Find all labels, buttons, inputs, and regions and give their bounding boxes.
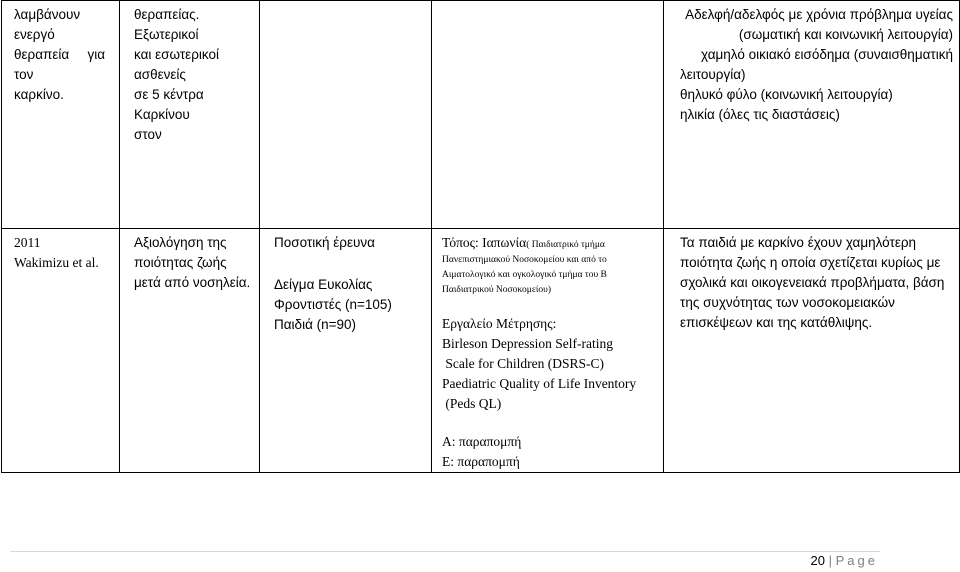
page-number: 20 (810, 553, 825, 568)
page-footer (811, 553, 878, 568)
text-line: στον (134, 127, 162, 142)
place-detail: Αιματολογικό και ογκολογικό τμήμα του Β (442, 270, 607, 280)
table-cell-place-tools (432, 229, 664, 473)
text-line: σχολικά και οικογενειακά προβλήματα, βάση (680, 275, 945, 290)
reference-e: Ε: παραπομπή (442, 454, 520, 469)
tool-label: Εργαλείο Μέτρησης: (442, 316, 557, 331)
tool-pedsql: (Peds QL) (442, 396, 502, 411)
text-line: ποιότητα ζωής η οποία σχετίζεται κυρίως με (680, 255, 941, 270)
footer-separator: | (828, 553, 832, 568)
text-line: μετά από νοσηλεία. (134, 275, 251, 290)
reference-a: Α: παραπομπή (442, 434, 522, 449)
text-line: της συχνότητας των νοσοκομειακών (680, 295, 895, 310)
text-line: σε 5 κέντρα Καρκίνου (134, 87, 204, 122)
table-cell-empty (432, 1, 664, 229)
place-line (442, 233, 655, 253)
table-cell-criteria-continued (2, 1, 120, 229)
text-line: θεραπείας. Εξωτερικοί (134, 7, 200, 42)
text-line: ποιότητας ζωής (134, 255, 227, 270)
tool-dsrs: Scale for Children (DSRS-C) (442, 356, 604, 371)
text-line: Αξιολόγηση της (134, 235, 227, 250)
text-line: επισκέψεων και της κατάθλιψης. (680, 315, 873, 330)
text-line: καρκίνο. (14, 87, 64, 102)
study-year: 2011 (14, 235, 41, 250)
place-detail: ( Παιδιατρικό τμήμα (526, 240, 605, 250)
sample-title: Δείγμα Ευκολίας (274, 277, 373, 292)
table-cell-factors-continued (664, 1, 960, 229)
table-cell-aim (120, 229, 260, 473)
sample-carers: Φροντιστές (n=105) (274, 297, 392, 312)
literature-review-table (1, 0, 960, 473)
text-line: θηλυκό φύλο (κοινωνική λειτουργία) (680, 87, 893, 102)
table-cell-results (664, 229, 960, 473)
text-line: Αδελφή/αδελφός με χρόνια πρόβλημα υγείας (685, 7, 953, 22)
table-row (2, 1, 960, 229)
page-word: Page (835, 553, 878, 568)
text-line: λαμβάνουν ενεργό (14, 7, 81, 42)
table-row (2, 229, 960, 473)
text-line: Τα παιδιά με καρκίνο έχουν χαμηλότερη (680, 235, 917, 250)
method-title: Ποσοτική έρευνα (274, 235, 375, 250)
text-line: θεραπεία για τον (14, 47, 105, 82)
text-line: ηλικία (όλες τις διαστάσεις) (680, 107, 840, 122)
tool-pedsql: Paediatric Quality of Life Inventory (442, 376, 637, 391)
sample-children: Παιδιά (n=90) (274, 317, 357, 332)
text-line: και εσωτερικοί ασθενείς (134, 47, 219, 82)
table-cell-method-sample (260, 229, 432, 473)
place-detail: Παιδιατρικού Νοσοκομείου) (442, 285, 551, 295)
text-line: χαμηλό οικιακό εισόδημα (συναισθηματική (700, 47, 953, 62)
text-line: (σωματική και κοινωνική λειτουργία) (738, 27, 953, 42)
table-cell-year-author (2, 229, 120, 473)
table-cell-sample-continued (120, 1, 260, 229)
study-author: Wakimizu et al. (14, 255, 99, 270)
place-detail: Πανεπιστημιακού Νοσοκομείου και από το (442, 255, 607, 265)
place-label: Τόπος: Ιαπωνία (442, 235, 527, 250)
tool-dsrs: Birleson Depression Self-rating (442, 336, 613, 351)
footer-divider (10, 551, 880, 552)
table-cell-empty (260, 1, 432, 229)
text-line: λειτουργία) (680, 67, 746, 82)
